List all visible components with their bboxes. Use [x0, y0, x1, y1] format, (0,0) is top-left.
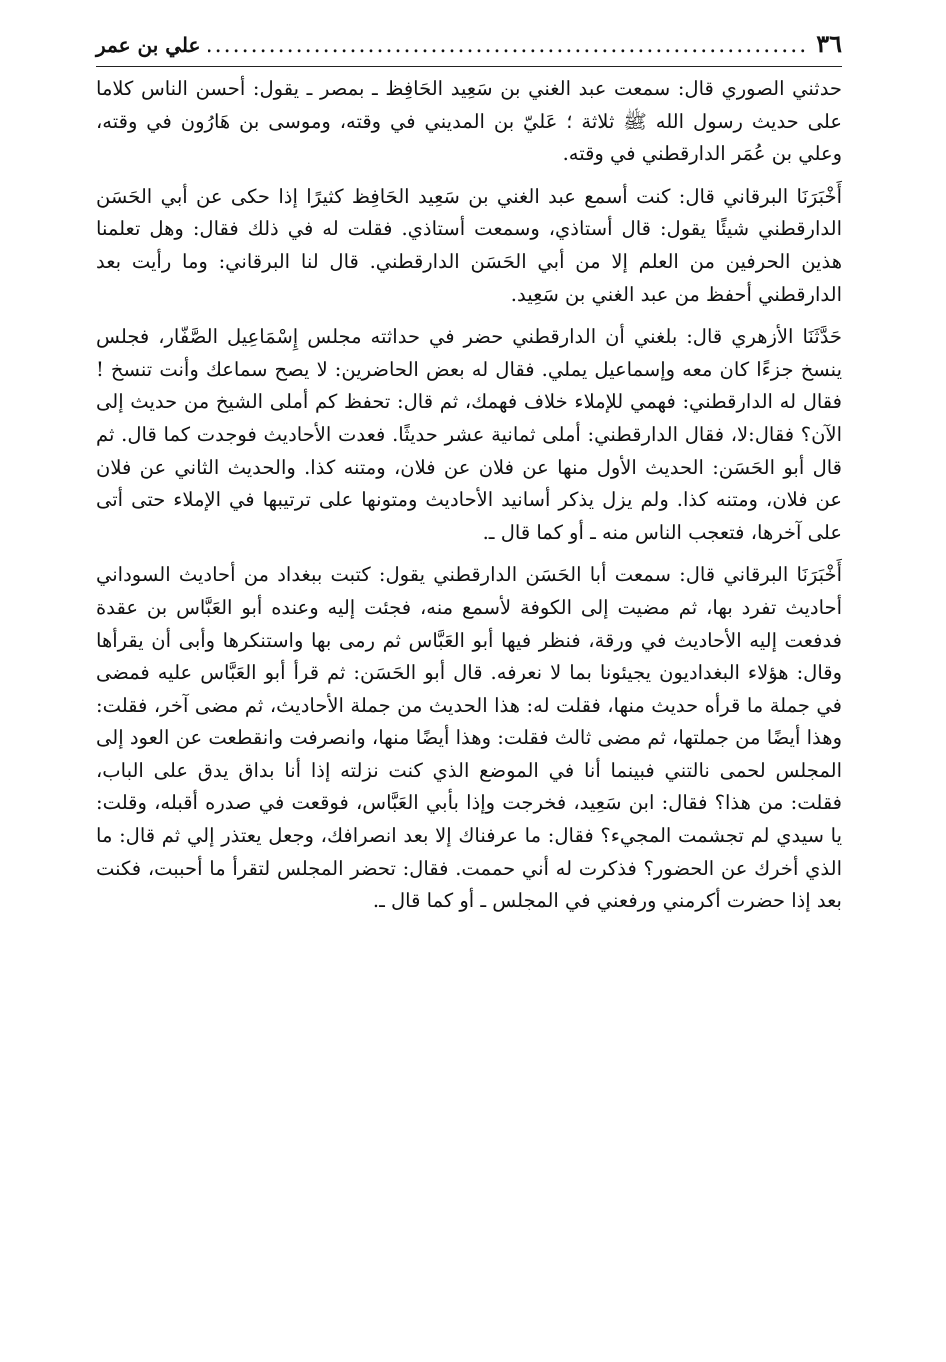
paragraph-1: حدثني الصوري قال: سمعت عبد الغني بن سَعِيد الحَافِظ ـ بمصر ـ يقول: أحسن الناس كلاما على حديث رسول الله ﷺ ثلاثة ؛ عَليّ بن المديني في وقته، وموسى بن هَارُون في وقته، وعلي بن عُمَر الدارقطني في وقته.	[96, 77, 842, 166]
leader-dots	[208, 28, 808, 64]
page-number: ٣٦	[816, 29, 842, 58]
paragraph-2: أَخْبَرَنَا البرقاني قال: كنت أسمع عبد الغني بن سَعِيد الحَافِظ كثيرًا إذا حكى عن أبي الحَسَن الدارقطني شيئًا يقول: قال أستاذي، وسمعت أستاذي. فقلت له في ذلك فقال: وهل تعلمنا هذين الحرفين من العلم إلا من أبي الحَسَن الدارقطني. قال لنا البرقاني: وما رأيت بعد الدارقطني أحفظ من عبد الغني بن سَعِيد.	[96, 184, 842, 306]
running-header	[96, 26, 842, 67]
body-text	[96, 73, 842, 918]
paragraph-3: حَدَّثَنَا الأزهري قال: بلغني أن الدارقطني حضر في حداثته مجلس إِسْمَاعِيل الصَّفّار، فجلس ينسخ جزءًا كان معه وإسماعيل يملي. فقال له بعض الحاضرين: لا يصح سماعك وأنت تنسخ ! فقال له الدارقطني: فهمي للإملاء خلاف فهمك، ثم قال: تحفظ كم أملى الشيخ من حديث إلى الآن؟ فقال:لا، فقال الدارقطني: أملى ثمانية عشر حديثًا. فعدت الأحاديث فوجدت كما قال. ثم قال أبو الحَسَن: الحديث الأول منها عن فلان عن فلان، ومتنه كذا. والحديث الثاني عن فلان عن فلان، ومتنه كذا. ولم يزل يذكر أسانيد الأحاديث ومتونها على ترتيبها في الإملاء حتى أتى على آخرها، فتعجب الناس منه ـ أو كما قال ـ.	[96, 325, 842, 544]
book-page	[96, 26, 842, 928]
paragraph-4: أَخْبَرَنَا البرقاني قال: سمعت أبا الحَسَن الدارقطني يقول: كتبت ببغداد من أحاديث السوداني أحاديث تفرد بها، ثم مضيت إلى الكوفة لأسمع منه، فجئت إليه وعنده أبو العَبَّاس بن عقدة فدفعت إليه الأحاديث في ورقة، فنظر فيها أبو العَبَّاس ثم رمى بها واستنكرها وأبى أن يقرأها وقال: هؤلاء البغداديون يجيئونا بما لا نعرفه. قال أبو الحَسَن: ثم قرأ أبو العَبَّاس عليه فمضى في جملة ما قرأه حديث منها، فقلت له: هذا الحديث من جملة الأحاديث، ثم مضى آخر، فقلت: وهذا أيضًا من جملتها، ثم مضى ثالث فقلت: وهذا أيضًا منها، وانصرفت وانقطعت عن العود إلى المجلس لحمى نالتني فبينما أنا في الموضع الذي كنت نزلته إذا أنا بداق يدق على الباب، فقلت: من هذا؟ فقال: ابن سَعِيد، فخرجت وإذا بأبي العَبَّاس، فوقعت في صدره أقبله، وقلت: يا سيدي لم تجشمت المجيء؟ فقال: ما عرفناك إلا بعد انصرافك، وجعل يعتذر إلي ثم قال: ما الذي أخرك عن الحضور؟ فذكرت له أني حممت. فقال: تحضر المجلس لتقرأ ما أحببت، فكنت بعد إذا حضرت أكرمني ورفعني في المجلس ـ أو كما قال ـ.	[96, 563, 842, 913]
running-title: علي بن عمر	[96, 33, 201, 57]
